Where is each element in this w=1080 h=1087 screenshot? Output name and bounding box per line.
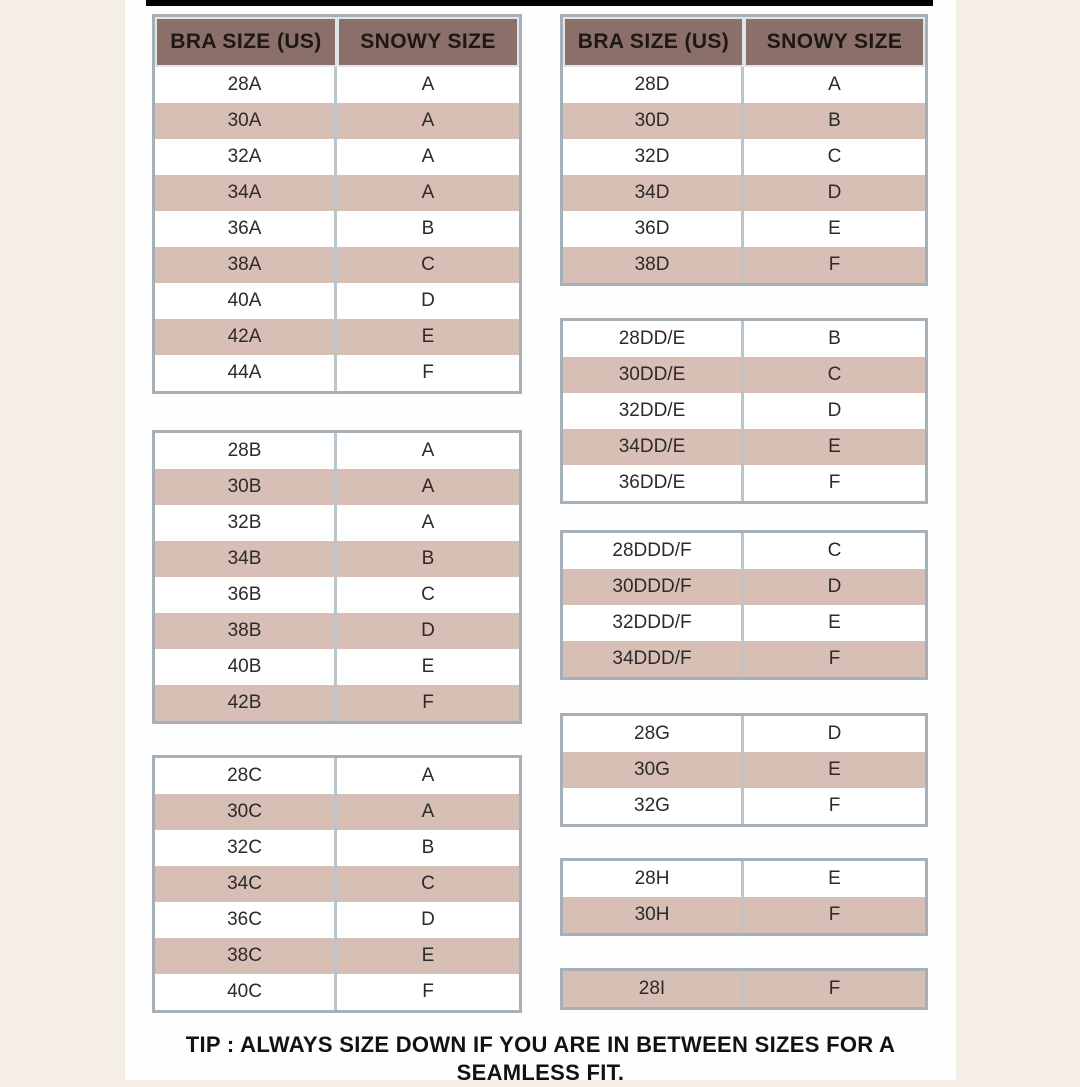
snowy-size-cell: E bbox=[421, 656, 435, 677]
snowy-size-cell: A bbox=[421, 440, 435, 461]
bra-size-cell: 32DDD/F bbox=[563, 605, 744, 641]
size-table-g-cups bbox=[560, 713, 928, 827]
snowy-size-cell: F bbox=[422, 692, 434, 713]
bra-size-cell: 34DD/E bbox=[563, 429, 744, 465]
snowy-size-cell: C bbox=[827, 146, 842, 167]
table-row bbox=[563, 533, 925, 569]
snowy-size-cell: E bbox=[421, 945, 435, 966]
table-row bbox=[563, 103, 925, 139]
table-row bbox=[155, 938, 519, 974]
snowy-size-cell: C bbox=[827, 364, 842, 385]
snowy-size-cell: B bbox=[828, 328, 841, 349]
table-row bbox=[155, 139, 519, 175]
bra-size-header: BRA SIZE (US) bbox=[563, 17, 744, 67]
table-row bbox=[155, 103, 519, 139]
table-row bbox=[563, 641, 925, 677]
bra-size-cell: 28H bbox=[563, 861, 744, 897]
bra-size-cell: 36C bbox=[155, 902, 337, 938]
table-row bbox=[563, 971, 925, 1007]
table-row bbox=[155, 247, 519, 283]
snowy-size-header: SNOWY SIZE bbox=[744, 17, 925, 67]
snowy-size-cell: E bbox=[828, 868, 841, 889]
bra-size-cell: 40B bbox=[155, 649, 337, 685]
snowy-size-cell: C bbox=[827, 540, 842, 561]
bra-size-cell: 38C bbox=[155, 938, 337, 974]
left-table-column bbox=[152, 14, 522, 1013]
bra-size-header: BRA SIZE (US) bbox=[155, 17, 337, 67]
bra-size-cell: 42A bbox=[155, 319, 337, 355]
table-row bbox=[563, 357, 925, 393]
bra-size-cell: 28C bbox=[155, 758, 337, 794]
bra-size-cell: 38B bbox=[155, 613, 337, 649]
table-row bbox=[155, 685, 519, 721]
bra-size-cell: 42B bbox=[155, 685, 337, 721]
snowy-size-cell: E bbox=[828, 436, 841, 457]
bra-size-cell: 30C bbox=[155, 794, 337, 830]
snowy-size-cell: D bbox=[421, 290, 435, 311]
size-table-ddd-f-cups bbox=[560, 530, 928, 680]
snowy-size-header: SNOWY SIZE bbox=[337, 17, 519, 67]
bra-size-cell: 30DD/E bbox=[563, 357, 744, 393]
table-row bbox=[563, 605, 925, 641]
top-crop-bar bbox=[146, 0, 933, 6]
bra-size-cell: 30B bbox=[155, 469, 337, 505]
table-row bbox=[563, 752, 925, 788]
table-row bbox=[563, 465, 925, 501]
bra-size-cell: 32DD/E bbox=[563, 393, 744, 429]
table-header-row bbox=[155, 17, 519, 67]
size-table-dd-e-cups bbox=[560, 318, 928, 504]
snowy-size-cell: F bbox=[828, 254, 841, 275]
table-row bbox=[563, 175, 925, 211]
bra-size-cell: 28B bbox=[155, 433, 337, 469]
table-row bbox=[155, 175, 519, 211]
snowy-size-cell: A bbox=[421, 146, 435, 167]
bra-size-cell: 32A bbox=[155, 139, 337, 175]
table-row bbox=[155, 505, 519, 541]
bra-size-cell: 40A bbox=[155, 283, 337, 319]
table-row bbox=[155, 649, 519, 685]
snowy-size-cell: F bbox=[828, 978, 841, 999]
tip-text: TIP : ALWAYS SIZE DOWN IF YOU ARE IN BETWEEN SIZES FOR A SEAMLESS FIT. bbox=[185, 1032, 896, 1085]
snowy-size-cell: F bbox=[828, 648, 841, 669]
size-table-c-cups bbox=[152, 755, 522, 1013]
bra-size-cell: 38A bbox=[155, 247, 337, 283]
table-row bbox=[155, 355, 519, 391]
bra-size-cell: 36DD/E bbox=[563, 465, 744, 501]
snowy-size-cell: B bbox=[421, 548, 435, 569]
size-table-h-cups bbox=[560, 858, 928, 936]
bra-size-cell: 28DD/E bbox=[563, 321, 744, 357]
bra-size-cell: 34B bbox=[155, 541, 337, 577]
bra-size-cell: 38D bbox=[563, 247, 744, 283]
table-row bbox=[155, 902, 519, 938]
bra-size-cell: 32C bbox=[155, 830, 337, 866]
size-table-a-cups bbox=[152, 14, 522, 394]
table-row bbox=[563, 716, 925, 752]
table-row bbox=[563, 67, 925, 103]
snowy-size-cell: A bbox=[421, 765, 435, 786]
bra-size-cell: 28D bbox=[563, 67, 744, 103]
snowy-size-cell: F bbox=[828, 472, 841, 493]
bra-size-cell: 34C bbox=[155, 866, 337, 902]
snowy-size-cell: E bbox=[828, 612, 841, 633]
table-row bbox=[563, 321, 925, 357]
bra-size-cell: 34DDD/F bbox=[563, 641, 744, 677]
table-row bbox=[563, 211, 925, 247]
table-row bbox=[563, 569, 925, 605]
snowy-size-cell: A bbox=[421, 476, 435, 497]
table-row bbox=[563, 247, 925, 283]
table-row bbox=[155, 830, 519, 866]
table-row bbox=[155, 613, 519, 649]
snowy-size-cell: D bbox=[827, 723, 842, 744]
bra-size-cell: 30D bbox=[563, 103, 744, 139]
snowy-size-cell: D bbox=[827, 400, 842, 421]
snowy-size-cell: F bbox=[828, 795, 841, 816]
bra-size-cell: 30G bbox=[563, 752, 744, 788]
snowy-size-cell: A bbox=[421, 182, 435, 203]
snowy-size-cell: C bbox=[421, 873, 435, 894]
snowy-size-cell: A bbox=[421, 74, 435, 95]
snowy-size-cell: D bbox=[421, 620, 435, 641]
snowy-size-cell: D bbox=[827, 576, 842, 597]
table-row bbox=[155, 283, 519, 319]
table-row bbox=[155, 211, 519, 247]
table-row bbox=[155, 974, 519, 1010]
table-row bbox=[155, 758, 519, 794]
bra-size-cell: 40C bbox=[155, 974, 337, 1010]
table-row bbox=[155, 67, 519, 103]
size-table-b-cups bbox=[152, 430, 522, 724]
bra-size-cell: 44A bbox=[155, 355, 337, 391]
table-row bbox=[563, 393, 925, 429]
snowy-size-cell: F bbox=[422, 981, 434, 1002]
snowy-size-cell: D bbox=[421, 909, 435, 930]
bra-size-cell: 34D bbox=[563, 175, 744, 211]
table-row bbox=[563, 139, 925, 175]
snowy-size-cell: B bbox=[828, 110, 841, 131]
table-row bbox=[155, 577, 519, 613]
table-row bbox=[155, 866, 519, 902]
bra-size-cell: 28I bbox=[563, 971, 744, 1007]
bra-size-cell: 28DDD/F bbox=[563, 533, 744, 569]
snowy-size-cell: C bbox=[421, 584, 435, 605]
table-row bbox=[155, 433, 519, 469]
table-row bbox=[155, 794, 519, 830]
snowy-size-cell: A bbox=[421, 801, 435, 822]
snowy-size-cell: F bbox=[422, 362, 434, 383]
snowy-size-cell: E bbox=[828, 218, 841, 239]
size-table-d-cups bbox=[560, 14, 928, 286]
bra-size-cell: 32G bbox=[563, 788, 744, 824]
table-header-row bbox=[563, 17, 925, 67]
table-row bbox=[155, 541, 519, 577]
bra-size-cell: 30A bbox=[155, 103, 337, 139]
table-row bbox=[563, 788, 925, 824]
snowy-size-cell: A bbox=[828, 74, 841, 95]
snowy-size-cell: D bbox=[827, 182, 842, 203]
snowy-size-cell: B bbox=[421, 218, 435, 239]
snowy-size-cell: C bbox=[421, 254, 435, 275]
bra-size-cell: 28A bbox=[155, 67, 337, 103]
snowy-size-cell: B bbox=[421, 837, 435, 858]
snowy-size-cell: A bbox=[421, 512, 435, 533]
bra-size-cell: 36A bbox=[155, 211, 337, 247]
bra-size-cell: 36D bbox=[563, 211, 744, 247]
snowy-size-cell: F bbox=[828, 904, 841, 925]
table-row bbox=[563, 429, 925, 465]
bra-size-cell: 30H bbox=[563, 897, 744, 933]
snowy-size-cell: E bbox=[828, 759, 841, 780]
size-table-i-cups bbox=[560, 968, 928, 1010]
table-row bbox=[563, 861, 925, 897]
bra-size-cell: 34A bbox=[155, 175, 337, 211]
table-row bbox=[155, 319, 519, 355]
table-row bbox=[155, 469, 519, 505]
bra-size-cell: 32D bbox=[563, 139, 744, 175]
snowy-size-cell: E bbox=[421, 326, 435, 347]
bra-size-cell: 28G bbox=[563, 716, 744, 752]
bra-size-cell: 32B bbox=[155, 505, 337, 541]
table-row bbox=[563, 897, 925, 933]
bra-size-cell: 36B bbox=[155, 577, 337, 613]
snowy-size-cell: A bbox=[421, 110, 435, 131]
right-table-column bbox=[560, 14, 928, 1010]
bra-size-cell: 30DDD/F bbox=[563, 569, 744, 605]
